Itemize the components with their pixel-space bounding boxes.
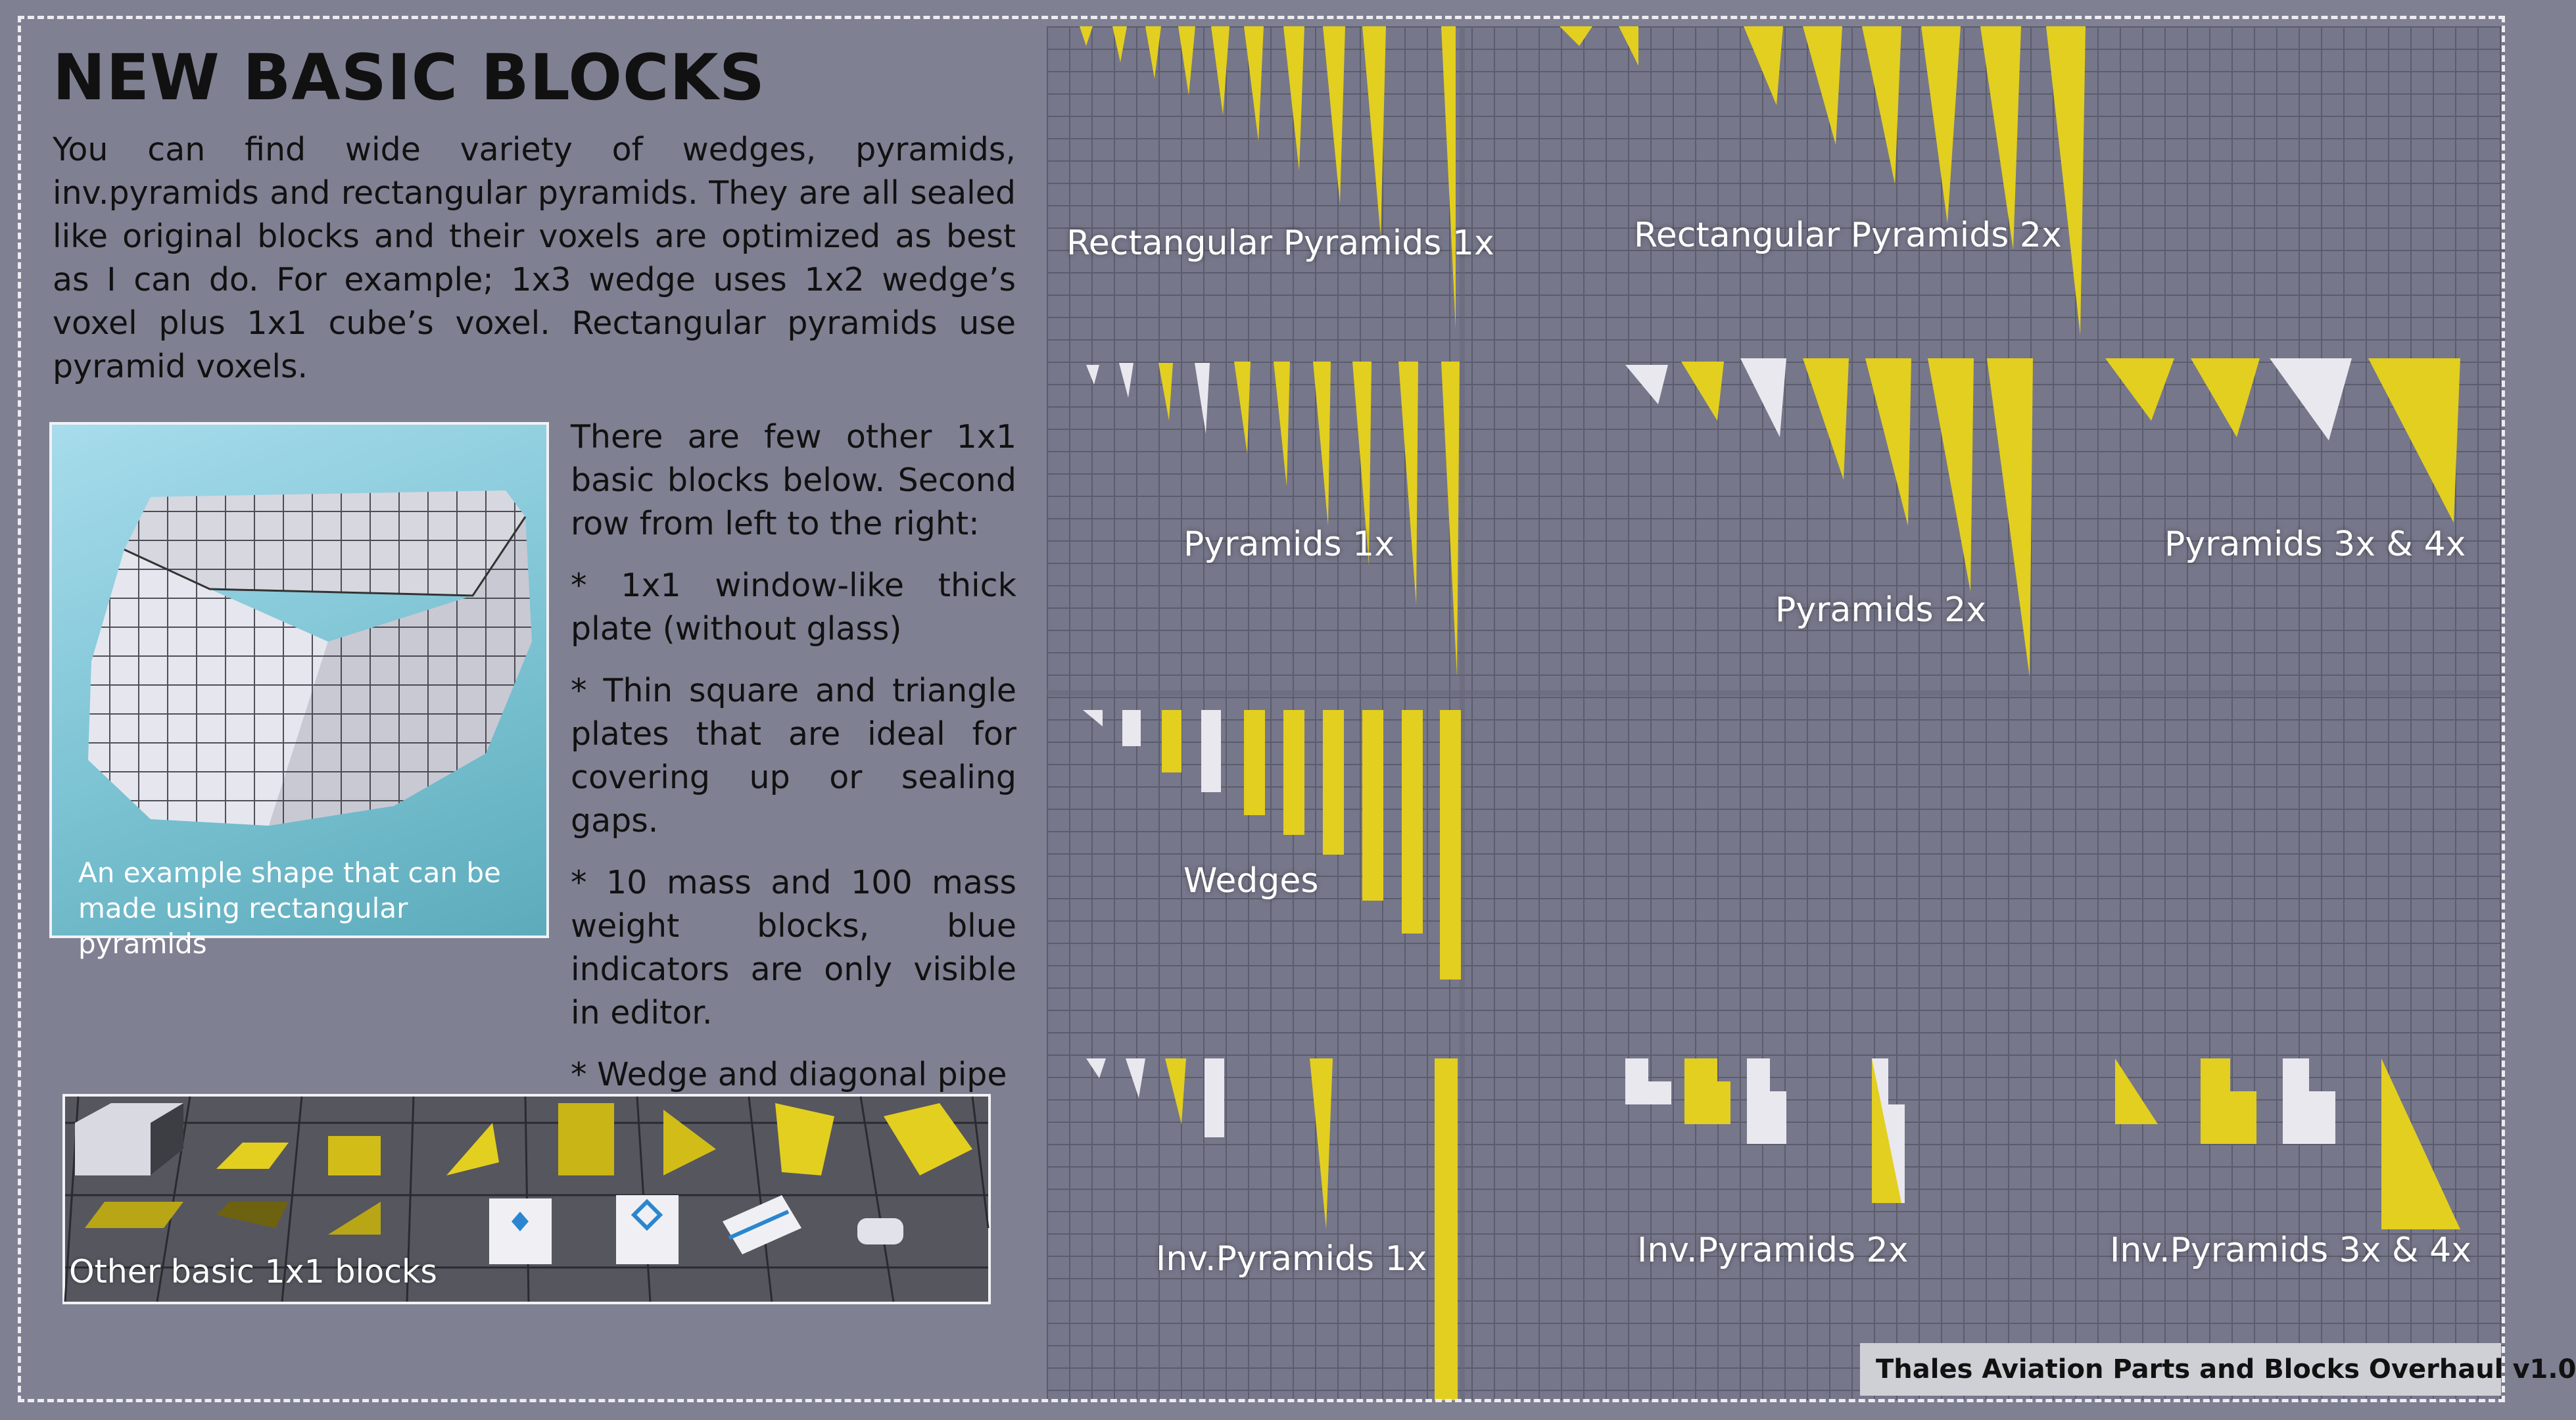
example-shape-card xyxy=(49,422,549,960)
side-note: There are few other 1x1 basic blocks below. Second row from left to the right: xyxy=(571,418,1016,542)
side-note: * 1x1 window-like thick plate (without glass) xyxy=(571,567,1016,648)
side-note: * 10 mass and 100 mass weight blocks, blue indicators are only visible in editor. xyxy=(571,864,1016,1031)
left-panel xyxy=(0,0,1045,1420)
page-title: NEW BASIC BLOCKS xyxy=(53,41,765,114)
label-wedges: Wedges xyxy=(1183,861,1319,901)
blocks-showcase-panel xyxy=(1047,26,2505,1400)
label-pyramids-2x: Pyramids 2x xyxy=(1775,590,1986,630)
label-rect-pyramids-1x: Rectangular Pyramids 1x xyxy=(1066,224,1494,263)
intro-paragraph: You can find wide variety of wedges, pyramids, inv.pyramids and rectangular pyramids. They are all sealed like original blocks and their voxels are optimized as best as I can do. For example; 1x3 wedge uses 1x2 wedge’s voxel plus 1x1 cube’s voxel. Rectangular pyramids use pyramid voxels. xyxy=(53,131,1016,385)
label-inv-pyramids-1x: Inv.Pyramids 1x xyxy=(1156,1239,1427,1279)
label-inv-pyramids-2x: Inv.Pyramids 2x xyxy=(1637,1231,1909,1270)
label-rect-pyramids-2x: Rectangular Pyramids 2x xyxy=(1634,216,2062,255)
label-pyramids-3x-4x: Pyramids 3x & 4x xyxy=(2164,525,2466,564)
side-notes xyxy=(571,415,1016,1115)
credit-label: Thales Aviation Parts and Blocks Overhaul v1.0 xyxy=(1860,1343,2501,1396)
example-caption: An example shape that can be made using rectangular pyramids xyxy=(78,857,501,960)
side-note: * Thin square and triangle plates that are ideal for covering up or sealing gaps. xyxy=(571,672,1016,840)
side-note: * Wedge and diagonal pipe xyxy=(571,1056,1007,1093)
label-pyramids-1x: Pyramids 1x xyxy=(1183,525,1395,564)
label-inv-pyramids-3x-4x: Inv.Pyramids 3x & 4x xyxy=(2110,1231,2471,1270)
strip-label: Other basic 1x1 blocks xyxy=(69,1253,437,1290)
other-blocks-strip xyxy=(62,1094,991,1304)
